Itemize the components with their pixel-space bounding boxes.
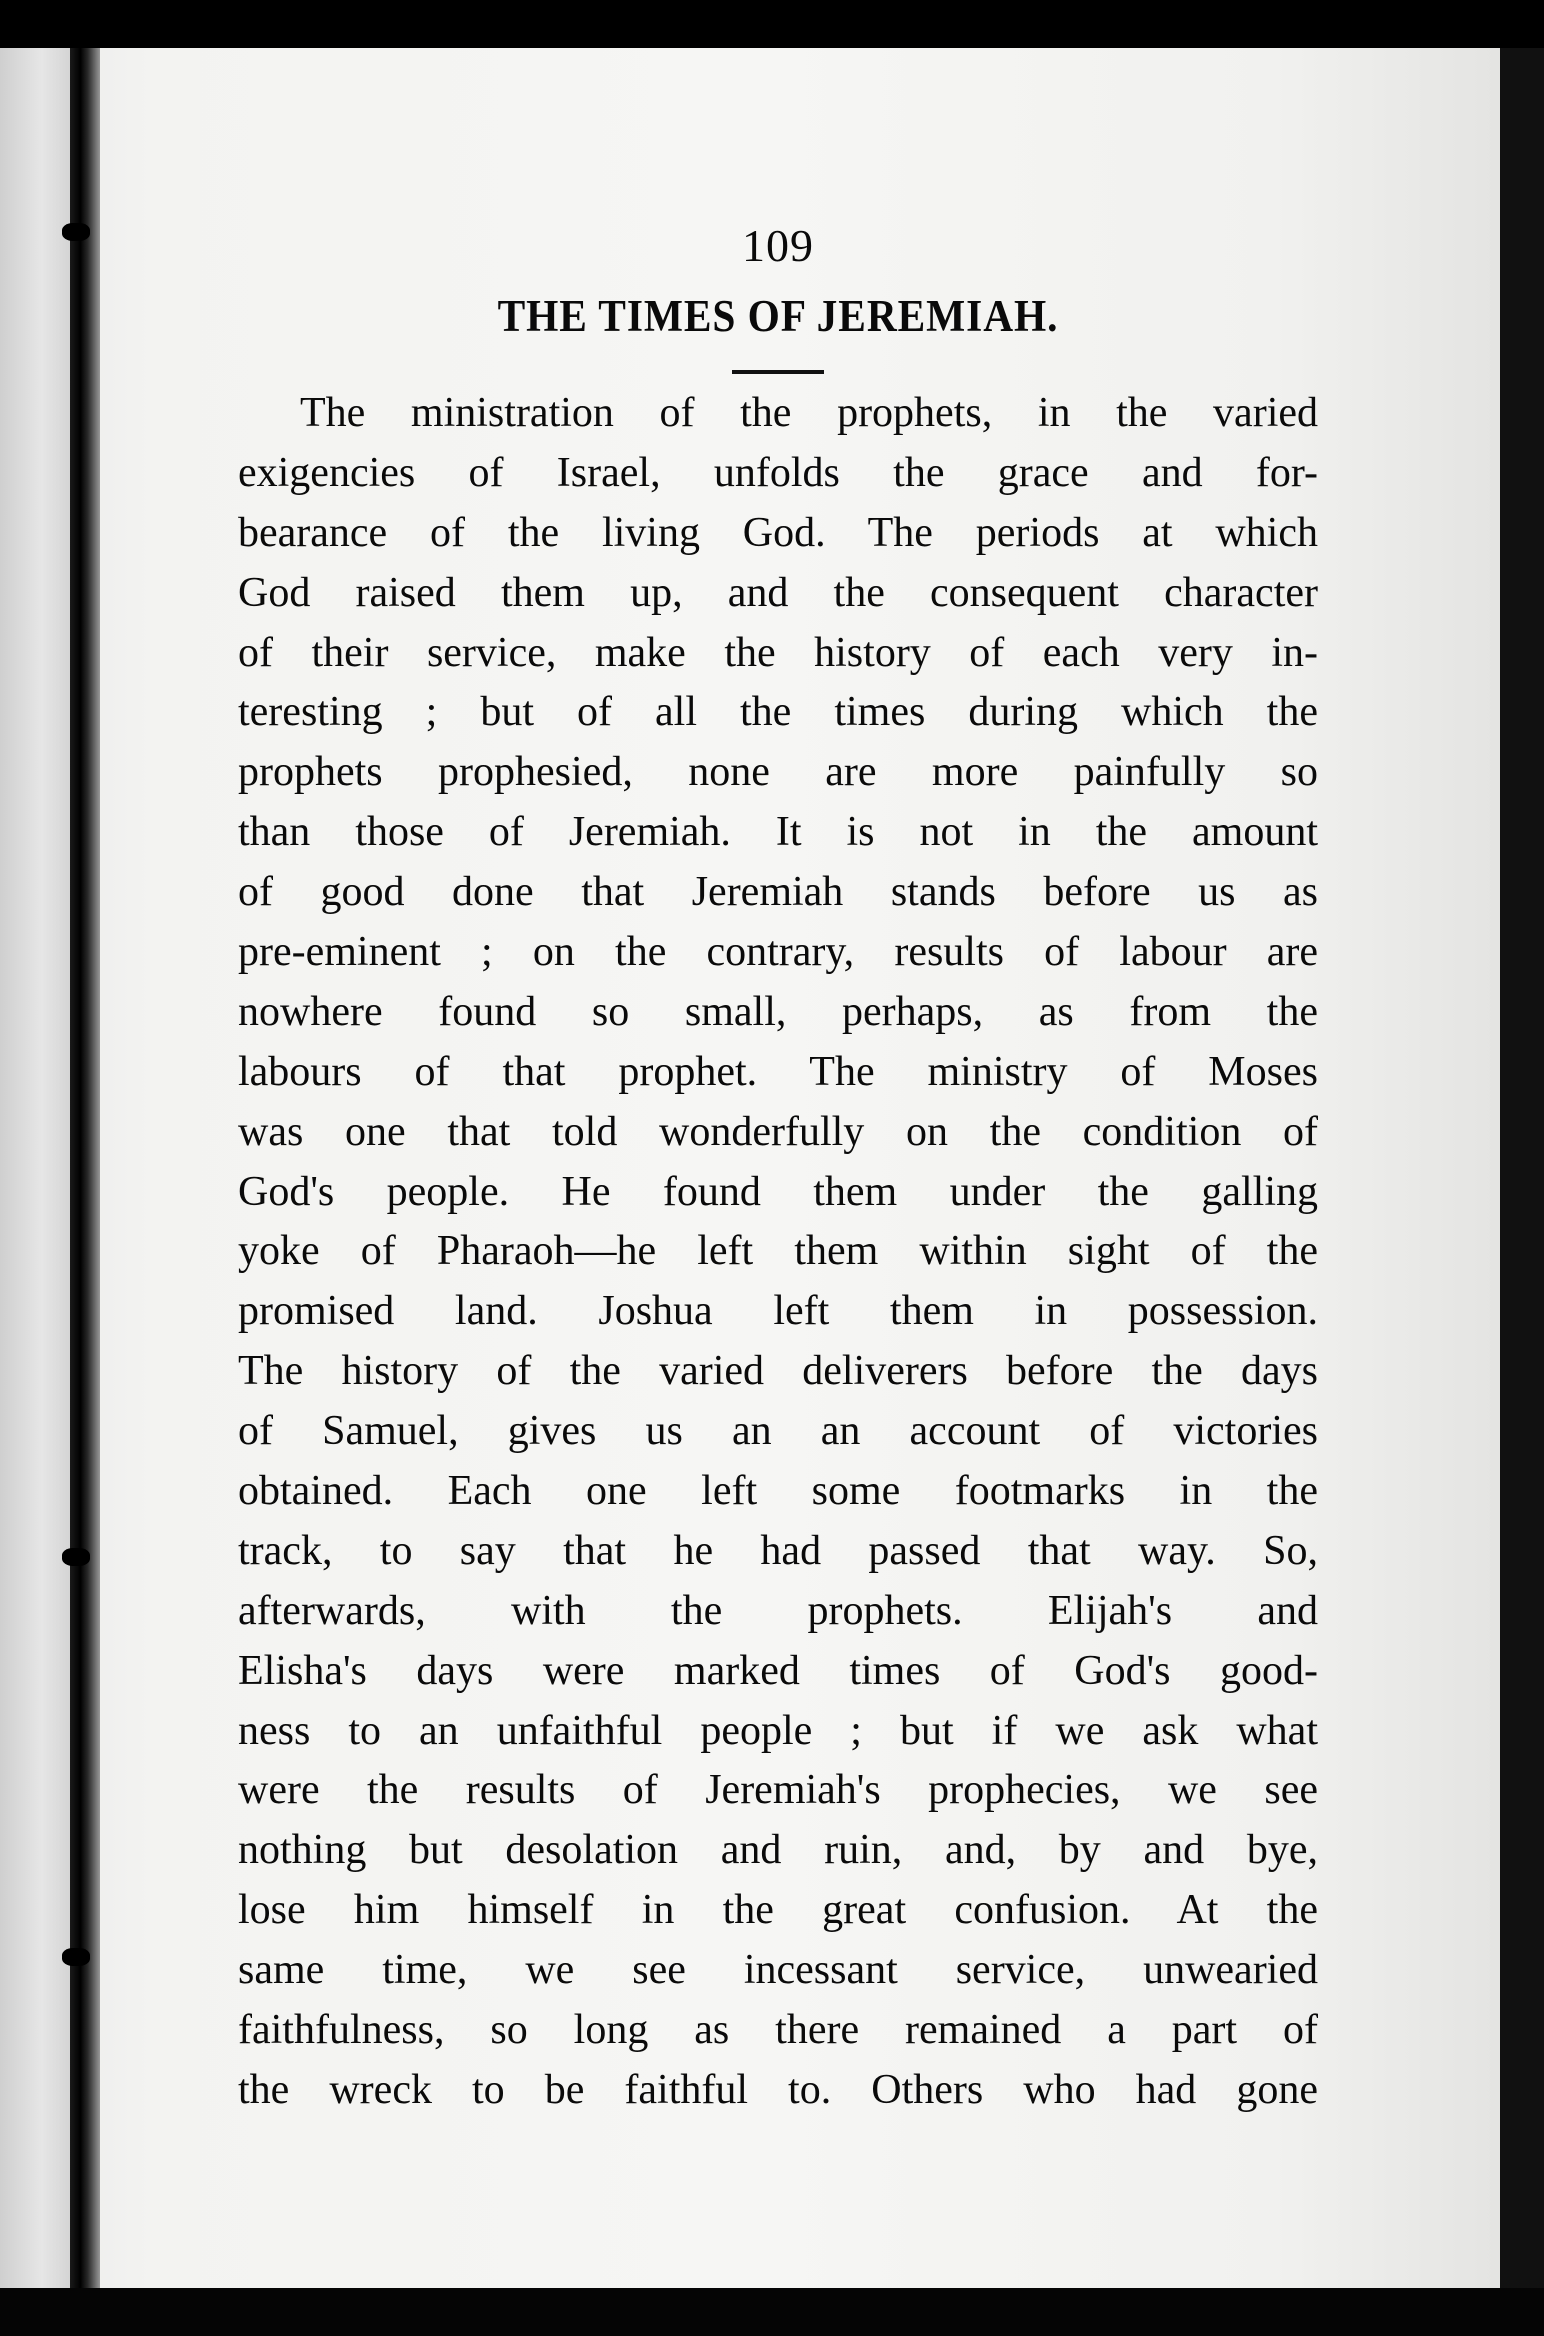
- text-line: the wreck to be faithful to. Others who had gone: [238, 2066, 1318, 2113]
- text-line: God raised them up, and the consequent character: [238, 569, 1318, 616]
- text-line: of their service, make the history of each very in-: [238, 629, 1318, 676]
- text-line: were the results of Jeremiah's prophecies, we see: [238, 1767, 1318, 1814]
- text-line: lose him himself in the great confusion. At the: [238, 1887, 1318, 1934]
- text-line: ness to an unfaithful people ; but if we ask what: [238, 1707, 1318, 1754]
- book-page: [0, 48, 1500, 2288]
- text-line: bearance of the living God. The periods at which: [238, 509, 1318, 556]
- text-line: yoke of Pharaoh—he left them within sight of the: [238, 1228, 1318, 1275]
- text-line: The history of the varied deliverers before the days: [238, 1348, 1318, 1395]
- text-line: pre-eminent ; on the contrary, results of labour are: [238, 929, 1318, 976]
- page-content: [238, 218, 1318, 2121]
- binding-stitch-mark: [62, 1548, 90, 1566]
- text-line: exigencies of Israel, unfolds the grace and for-: [238, 449, 1318, 496]
- text-line: than those of Jeremiah. It is not in the amount: [238, 809, 1318, 856]
- text-line: nowhere found so small, perhaps, as from the: [238, 988, 1318, 1035]
- text-line: was one that told wonderfully on the condition of: [238, 1108, 1318, 1155]
- text-line: prophets prophesied, none are more painfully so: [238, 749, 1318, 796]
- text-line: faithfulness, so long as there remained a part of: [238, 2007, 1318, 2054]
- text-line: Elisha's days were marked times of God's good-: [238, 1647, 1318, 1694]
- text-line: God's people. He found them under the galling: [238, 1168, 1318, 1215]
- text-line: of Samuel, gives us an an account of victories: [238, 1408, 1318, 1455]
- page-number: 109: [742, 220, 814, 271]
- text-line: afterwards, with the prophets. Elijah's and: [238, 1587, 1318, 1634]
- text-line: of good done that Jeremiah stands before us as: [238, 869, 1318, 916]
- binding-stitch-mark: [62, 1948, 90, 1966]
- text-line: track, to say that he had passed that way. So,: [238, 1527, 1318, 1574]
- text-line: nothing but desolation and ruin, and, by and bye,: [238, 1827, 1318, 1874]
- text-line: same time, we see incessant service, unwearied: [238, 1947, 1318, 1994]
- scan-bottom-border: [0, 2288, 1544, 2336]
- gutter-shadow: [0, 48, 70, 2288]
- scan-right-border: [1500, 48, 1544, 2288]
- text-line: teresting ; but of all the times during which the: [238, 689, 1318, 736]
- text-line: The ministration of the prophets, in the varied: [300, 390, 1318, 436]
- chapter-title: THE TIMES OF JEREMIAH.: [497, 291, 1059, 341]
- text-line: obtained. Each one left some footmarks in the: [238, 1468, 1318, 1515]
- body-paragraph: [238, 384, 1318, 2121]
- text-line: promised land. Joshua left them in possession.: [238, 1288, 1318, 1335]
- binding-stitch-mark: [62, 223, 90, 241]
- title-divider: [732, 370, 824, 374]
- text-line: labours of that prophet. The ministry of Moses: [238, 1048, 1318, 1095]
